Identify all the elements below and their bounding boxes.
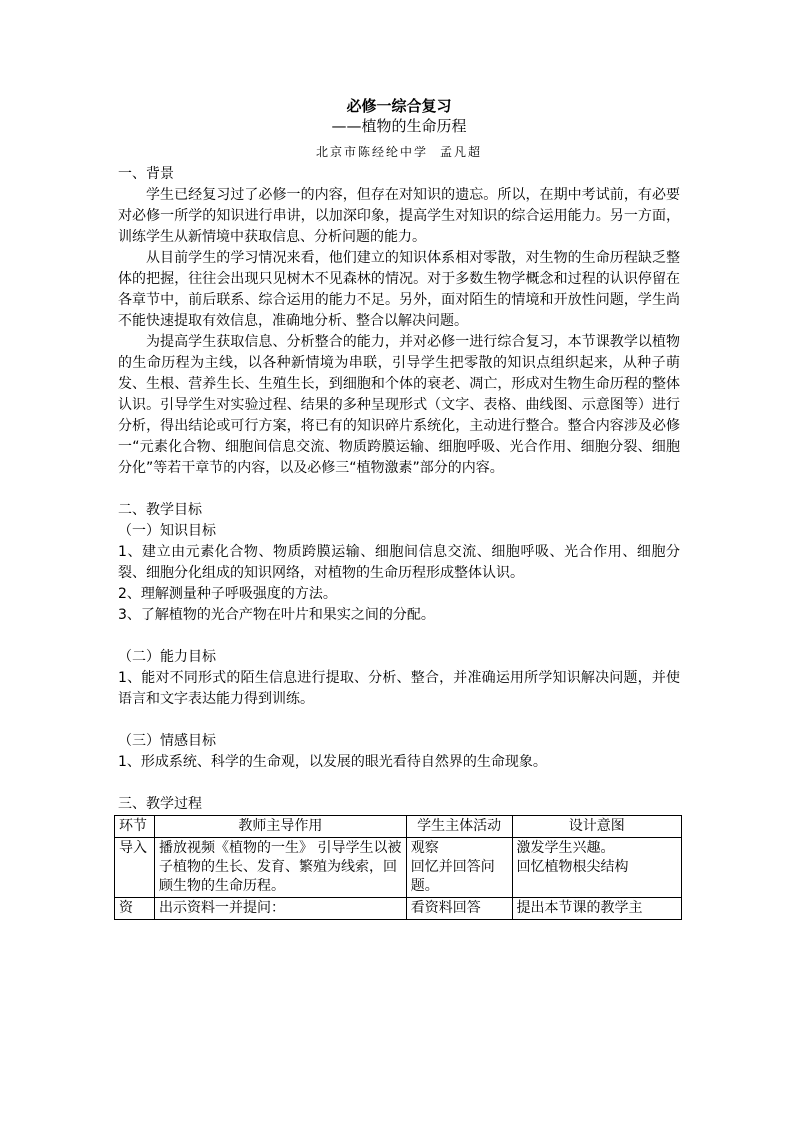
- table-cell-stage: 资: [115, 898, 155, 920]
- section-heading-process: 三、教学过程: [118, 796, 202, 812]
- table-row: [115, 838, 682, 898]
- table-header-cell: 环节: [115, 816, 155, 838]
- table-cell-teacher: 播放视频《植物的一生》 引导学生以被子植物的生长、发育、繁殖为线索，回顾生物的生命历程。: [155, 838, 407, 898]
- table-cell-intent: 激发学生兴趣。 回忆植物根尖结构: [512, 838, 682, 898]
- table-cell-stage: 导入: [115, 838, 155, 898]
- subsection-heading-knowledge: （一）知识目标: [118, 523, 216, 539]
- background-paragraph: 学生已经复习过了必修一的内容，但存在对知识的遗忘。所以，在期中考试前，有必要对必修一所学的知识进行串讲，以加深印象，提高学生对知识的综合运用能力。另一方面，训练学生从新情境中获取信息、分析问题的能力。: [118, 187, 680, 245]
- document-page: [118, 96, 680, 920]
- subsection-heading-emotion: （三）情感目标: [118, 733, 216, 749]
- table-header-cell: 学生主体活动: [406, 816, 512, 838]
- knowledge-goal-item: 2、理解测量种子呼吸强度的方法。: [118, 586, 337, 602]
- school-name: 北京市陈经纶中学: [315, 145, 428, 159]
- table-header-row: [115, 816, 682, 838]
- document-subtitle: ——植物的生命历程: [331, 117, 467, 135]
- emotion-goal-item: 1、形成系统、科学的生命观，以发展的眼光看待自然界的生命现象。: [118, 754, 547, 770]
- section-heading-goals: 二、教学目标: [118, 502, 202, 518]
- ability-goal-item: 1、能对不同形式的陌生信息进行提取、分析、整合，并准确运用所学知识解决问题，并使语言和文字表达能力得到训练。: [118, 670, 680, 707]
- knowledge-goal-item: 1、建立由元素化合物、物质跨膜运输、细胞间信息交流、细胞呼吸、光合作用、细胞分裂、细胞分化组成的知识网络，对植物的生命历程形成整体认识。: [118, 544, 680, 581]
- table-cell-teacher: 出示资料一并提问：: [155, 898, 407, 920]
- author-line: [118, 142, 680, 162]
- document-title: 必修一综合复习: [346, 97, 452, 115]
- teaching-process-table: [114, 815, 682, 920]
- subsection-heading-ability: （二）能力目标: [118, 649, 216, 665]
- table-header-cell: 教师主导作用: [155, 816, 407, 838]
- knowledge-goal-item: 3、了解植物的光合产物在叶片和果实之间的分配。: [118, 607, 435, 623]
- section-heading-background: 一、背景: [118, 166, 174, 182]
- table-cell-student: 观察 回忆并回答问题。: [406, 838, 512, 898]
- background-paragraph: 为提高学生获取信息、分析整合的能力，并对必修一进行综合复习，本节课教学以植物的生命历程为主线，以各种新情境为串联，引导学生把零散的知识点组织起来，从种子萌发、生根、营养生长、生殖生长，到细胞和个体的衰老、凋亡，形成对生物生命历程的整体认识。引导学生对实验过程、结果的多种呈现形式（文字、表格、曲线图、示意图等）进行分析，得出结论或可行方案，将已有的知识碎片系统化，主动进行整合。整合内容涉及必修一“元素化合物、细胞间信息交流、物质跨膜运输、细胞呼吸、光合作用、细胞分裂、细胞分化”等若干章节的内容，以及必修三“植物激素”部分的内容。: [118, 334, 680, 476]
- table-row: [115, 898, 682, 920]
- author-name: 孟凡超: [440, 145, 483, 159]
- table-cell-student: 看资料回答: [406, 898, 512, 920]
- table-cell-intent: 提出本节课的教学主: [512, 898, 682, 920]
- background-paragraph: 从目前学生的学习情况来看，他们建立的知识体系相对零散，对生物的生命历程缺乏整体的把握，往往会出现只见树木不见森林的情况。对于多数生物学概念和过程的认识停留在各章节中，前后联系、综合运用的能力不足。另外，面对陌生的情境和开放性问题，学生尚不能快速提取有效信息，准确地分析、整合以解决问题。: [118, 250, 680, 329]
- table-header-cell: 设计意图: [512, 816, 682, 838]
